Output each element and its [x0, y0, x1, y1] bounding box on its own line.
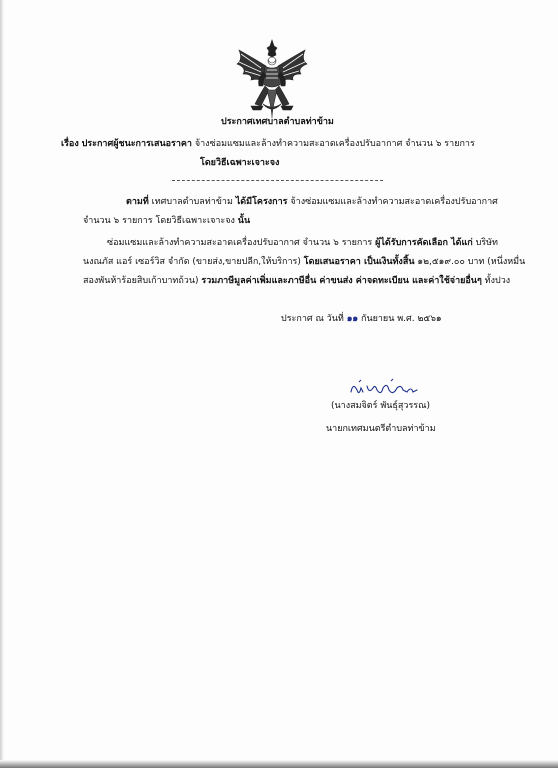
scan-edge-bottom [0, 760, 558, 768]
p1-text-1: เทศบาลตำบลท่าข้าม [151, 197, 233, 207]
p2-text-3: บริษัท [475, 238, 498, 248]
subject-rest-text: จ้างซ่อมแซมและล้างทำความสะอาดเครื่องปรับอากาศ จำนวน ๖ รายการ [194, 139, 475, 149]
p2-inclusions: รวมภาษีมูลค่าเพิ่มและภาษีอื่น ค่าขนส่ง ค่าจดทะเบียน และค่าใช้จ่ายอื่นๆ [201, 276, 482, 286]
date-prefix: ประกาศ ณ วันที่ [281, 314, 344, 324]
paragraph-1-line-2 [83, 215, 250, 227]
paragraph-2-line-1 [107, 237, 498, 249]
date-month-year: กันยายน พ.ศ. ๒๕๖๑ [361, 314, 442, 324]
paragraph-1-line-1 [126, 196, 498, 208]
subject-label: เรื่อง [61, 139, 79, 149]
separator-line [172, 180, 383, 181]
scan-edge-left [0, 0, 4, 768]
date-day: ๑๑ [346, 314, 359, 324]
signatory-name: (นางสมจิตร์ พันธุ์สุวรรณ) [331, 401, 431, 411]
garuda-emblem [233, 38, 311, 120]
p2-amount: ๑๒,๕๑๙.๐๐ บาท (หนึ่งหมื่น [417, 257, 526, 267]
subject-line-1 [61, 138, 475, 150]
p2-end: ทั้งปวง [484, 276, 511, 286]
p2-amount-words: สองพันห้าร้อยสิบเก้าบาทถ้วน) [83, 276, 199, 286]
announcement-date [281, 313, 442, 325]
paragraph-2-line-3 [83, 275, 510, 287]
handwritten-signature [347, 378, 427, 400]
p1-line2-end: นั้น [237, 216, 251, 226]
p1-text-3: จ้างซ่อมแซมและล้างทำความสะอาดเครื่องปรับอากาศ [290, 197, 498, 207]
p1-lead: ตามที่ [126, 197, 149, 207]
p1-line2-text: จำนวน ๖ รายการ โดยวิธีเฉพาะเจาะจง [83, 216, 235, 226]
p2-company: นงณภัส แอร์ เซอร์วิส จำกัด (ขายส่ง,ขายปลีก,ให้บริการ) [83, 257, 301, 267]
p2-text-1: ซ่อมแซมและล้างทำความสะอาดเครื่องปรับอากาศ จำนวน ๖ รายการ [107, 238, 373, 248]
paragraph-2-line-2 [83, 256, 525, 268]
document-title: ประกาศเทศบาลตำบลท่าข้าม [221, 117, 334, 127]
p1-text-2: ได้มีโครงการ [235, 197, 288, 207]
signatory-position: นายกเทศมนตรีตำบลท่าข้าม [326, 424, 436, 434]
subject-bold-text: ประกาศผู้ชนะการเสนอราคา [81, 139, 192, 149]
p2-offer: โดยเสนอราคา เป็นเงินทั้งสิ้น [303, 257, 415, 267]
p2-text-2: ผู้ได้รับการคัดเลือก ได้แก่ [375, 238, 473, 248]
subject-line-2: โดยวิธีเฉพาะเจาะจง [200, 158, 280, 168]
